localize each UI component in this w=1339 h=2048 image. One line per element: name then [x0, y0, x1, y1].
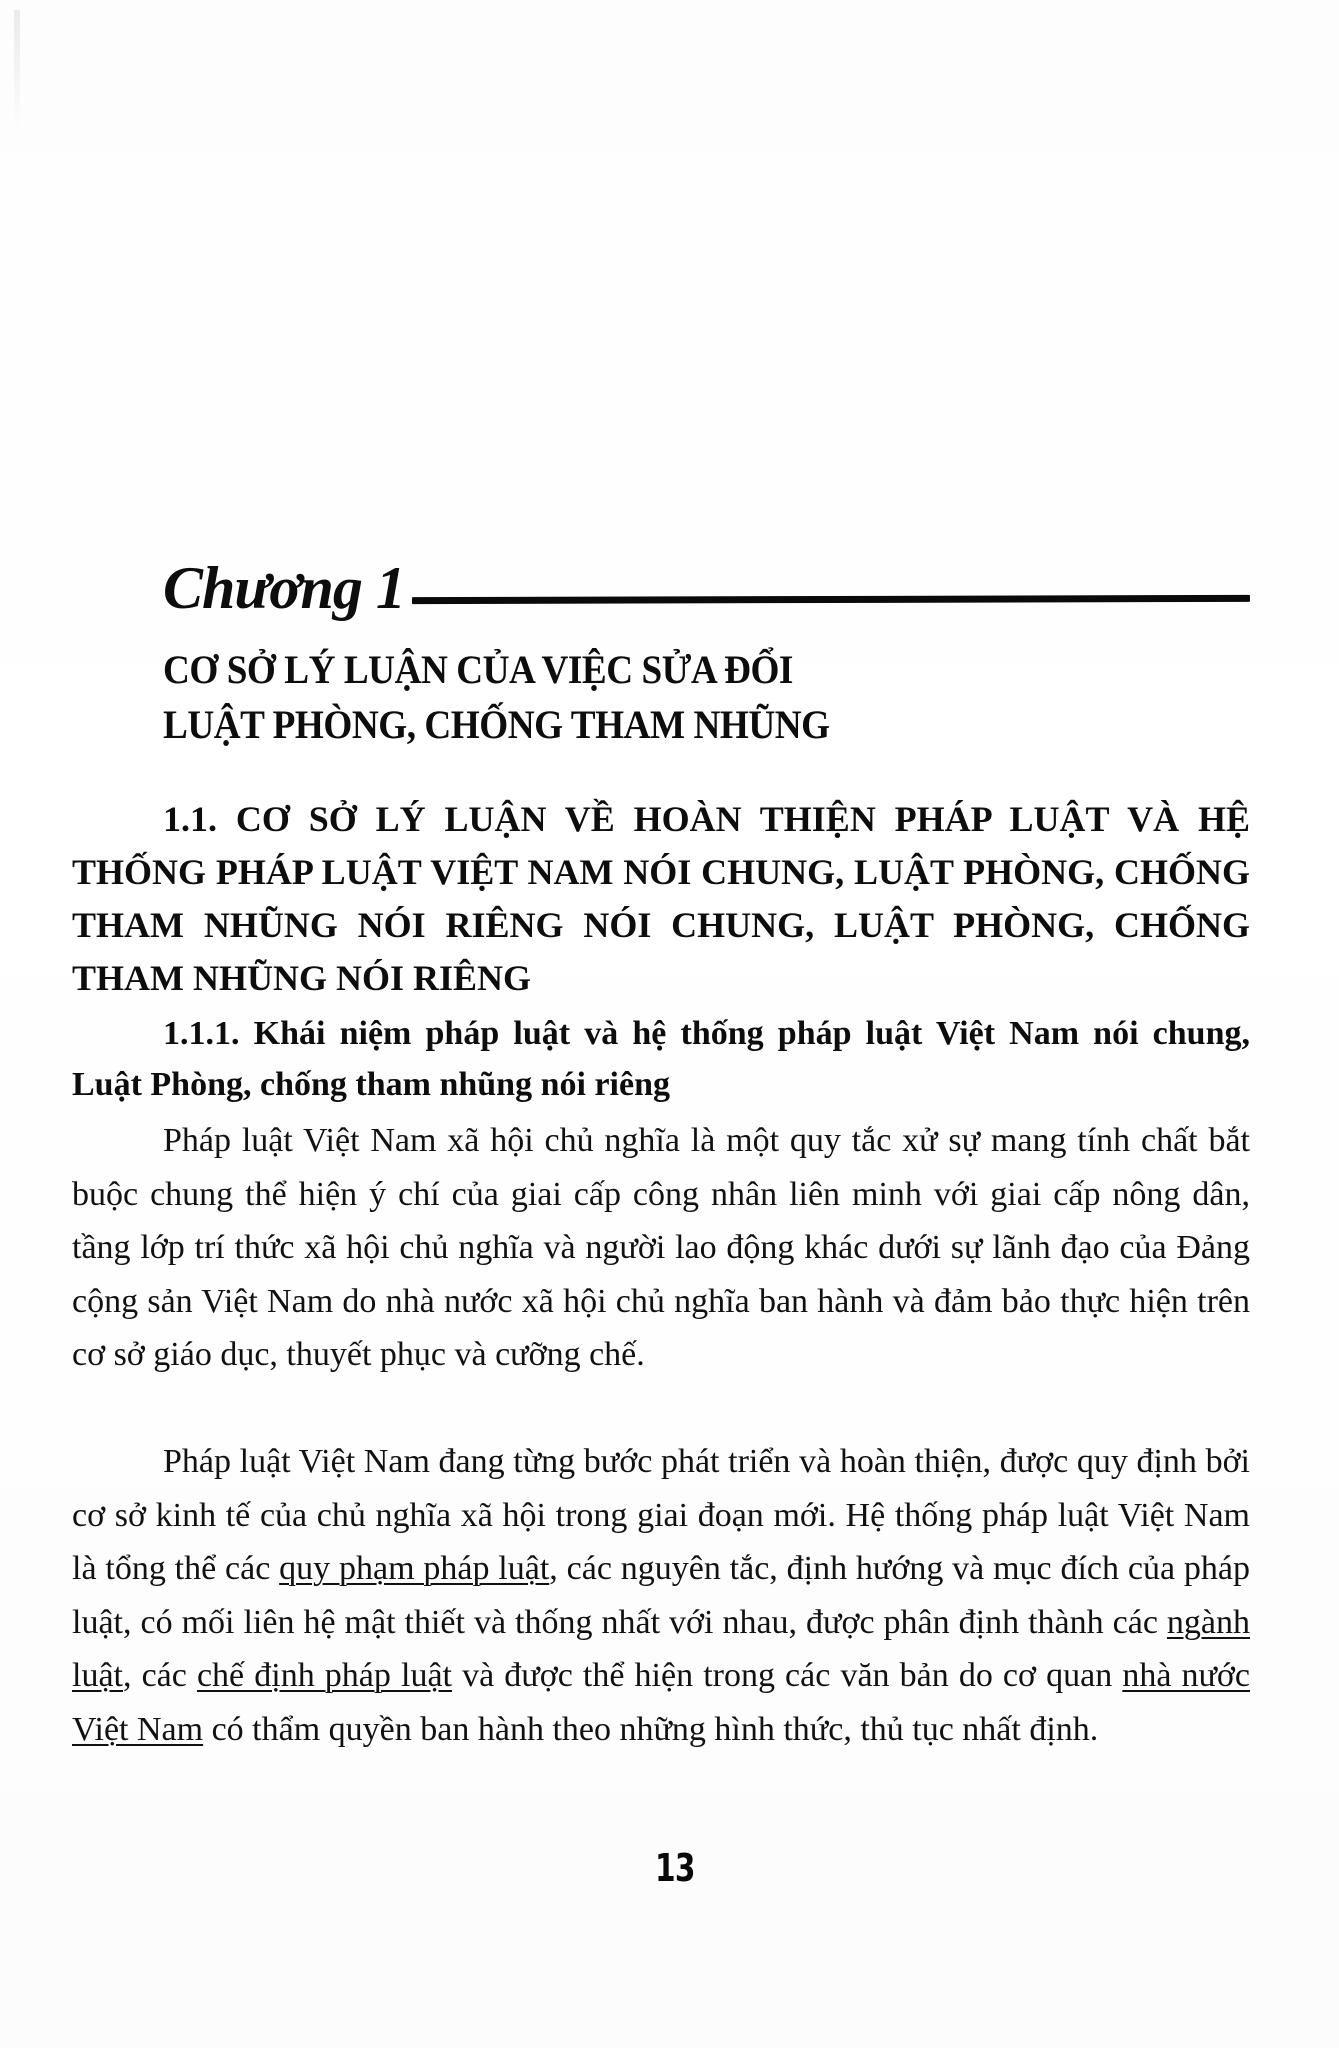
chapter-title-line-2: LUẬT PHÒNG, CHỐNG THAM NHŨNG [163, 702, 830, 747]
subsection-heading: 1.1.1. Khái niệm pháp luật và hệ thống pháp luật Việt Nam nói chung, Luật Phòng, chống tham nhũng nói riêng [72, 1015, 1250, 1103]
chapter-title-line-1: CƠ SỞ LÝ LUẬN CỦA VIỆC SỬA ĐỔI [163, 647, 793, 692]
section-heading: 1.1. CƠ SỞ LÝ LUẬN VỀ HOÀN THIỆN PHÁP LUẬT VÀ HỆ THỐNG PHÁP LUẬT VIỆT NAM NÓI CHUNG, LUẬT PHÒNG, CHỐNG THAM NHŨNG NÓI RIÊNG NÓI CHUNG, LUẬT PHÒNG, CHỐNG THAM NHŨNG NÓI RIÊNG [72, 799, 1250, 998]
chapter-title [163, 642, 1174, 752]
body-paragraph-2 [72, 1435, 1250, 1756]
chapter-label: Chương 1 [163, 555, 405, 621]
term-nganh-luat: ngành luật [72, 1603, 1250, 1694]
book-page [72, 0, 1250, 2048]
term-che-dinh-phap-luat: chế định pháp luật [196, 1657, 452, 1694]
chapter-rule-divider [412, 595, 1250, 604]
term-viet-nam: Việt Nam [72, 1710, 204, 1748]
term-quy-pham-phap-luat: quy phạm pháp luật [279, 1550, 550, 1587]
page-number: 13 [655, 1846, 695, 1890]
paragraph-2-text: Pháp luật Việt Nam đang từng bước phát triển và hoàn thiện, được quy định bởi cơ sở kinh tế của chủ nghĩa xã hội trong giai đoạn mới. Hệ thống pháp luật Việt Nam là tổng thể các [72, 1443, 1250, 1587]
paragraph-2-text: , các nguyên tắc, định hướng và mục đích của pháp luật, có mối liên hệ mật thiết và thống nhất với nhau, được phân định thành các [72, 1550, 1250, 1641]
body-paragraph-1: Pháp luật Việt Nam xã hội chủ nghĩa là một quy tắc xử sự mang tính chất bắt buộc chung thể hiện ý chí của giai cấp công nhân liên minh với giai cấp nông dân, tầng lớp trí thức xã hội chủ nghĩa và người lao động khác dưới sự lãnh đạo của Đảng cộng sản Việt Nam do nhà nước xã hội chủ nghĩa ban hành và đảm bảo thực hiện trên cơ sở giáo dục, thuyết phục và cưỡng chế. [72, 1122, 1250, 1373]
paragraph-2-text: và được thể hiện trong các văn bản do cơ quan [452, 1657, 1123, 1694]
paragraph-2-text: , các [122, 1657, 197, 1694]
term-nha-nuoc: nhà nước [1122, 1657, 1251, 1694]
paragraph-2-text: có thẩm quyền ban hành theo những hình thức, thủ tục nhất định. [203, 1710, 1099, 1748]
chapter-heading-row [163, 555, 1250, 625]
page-edge-shadow [14, 10, 20, 130]
